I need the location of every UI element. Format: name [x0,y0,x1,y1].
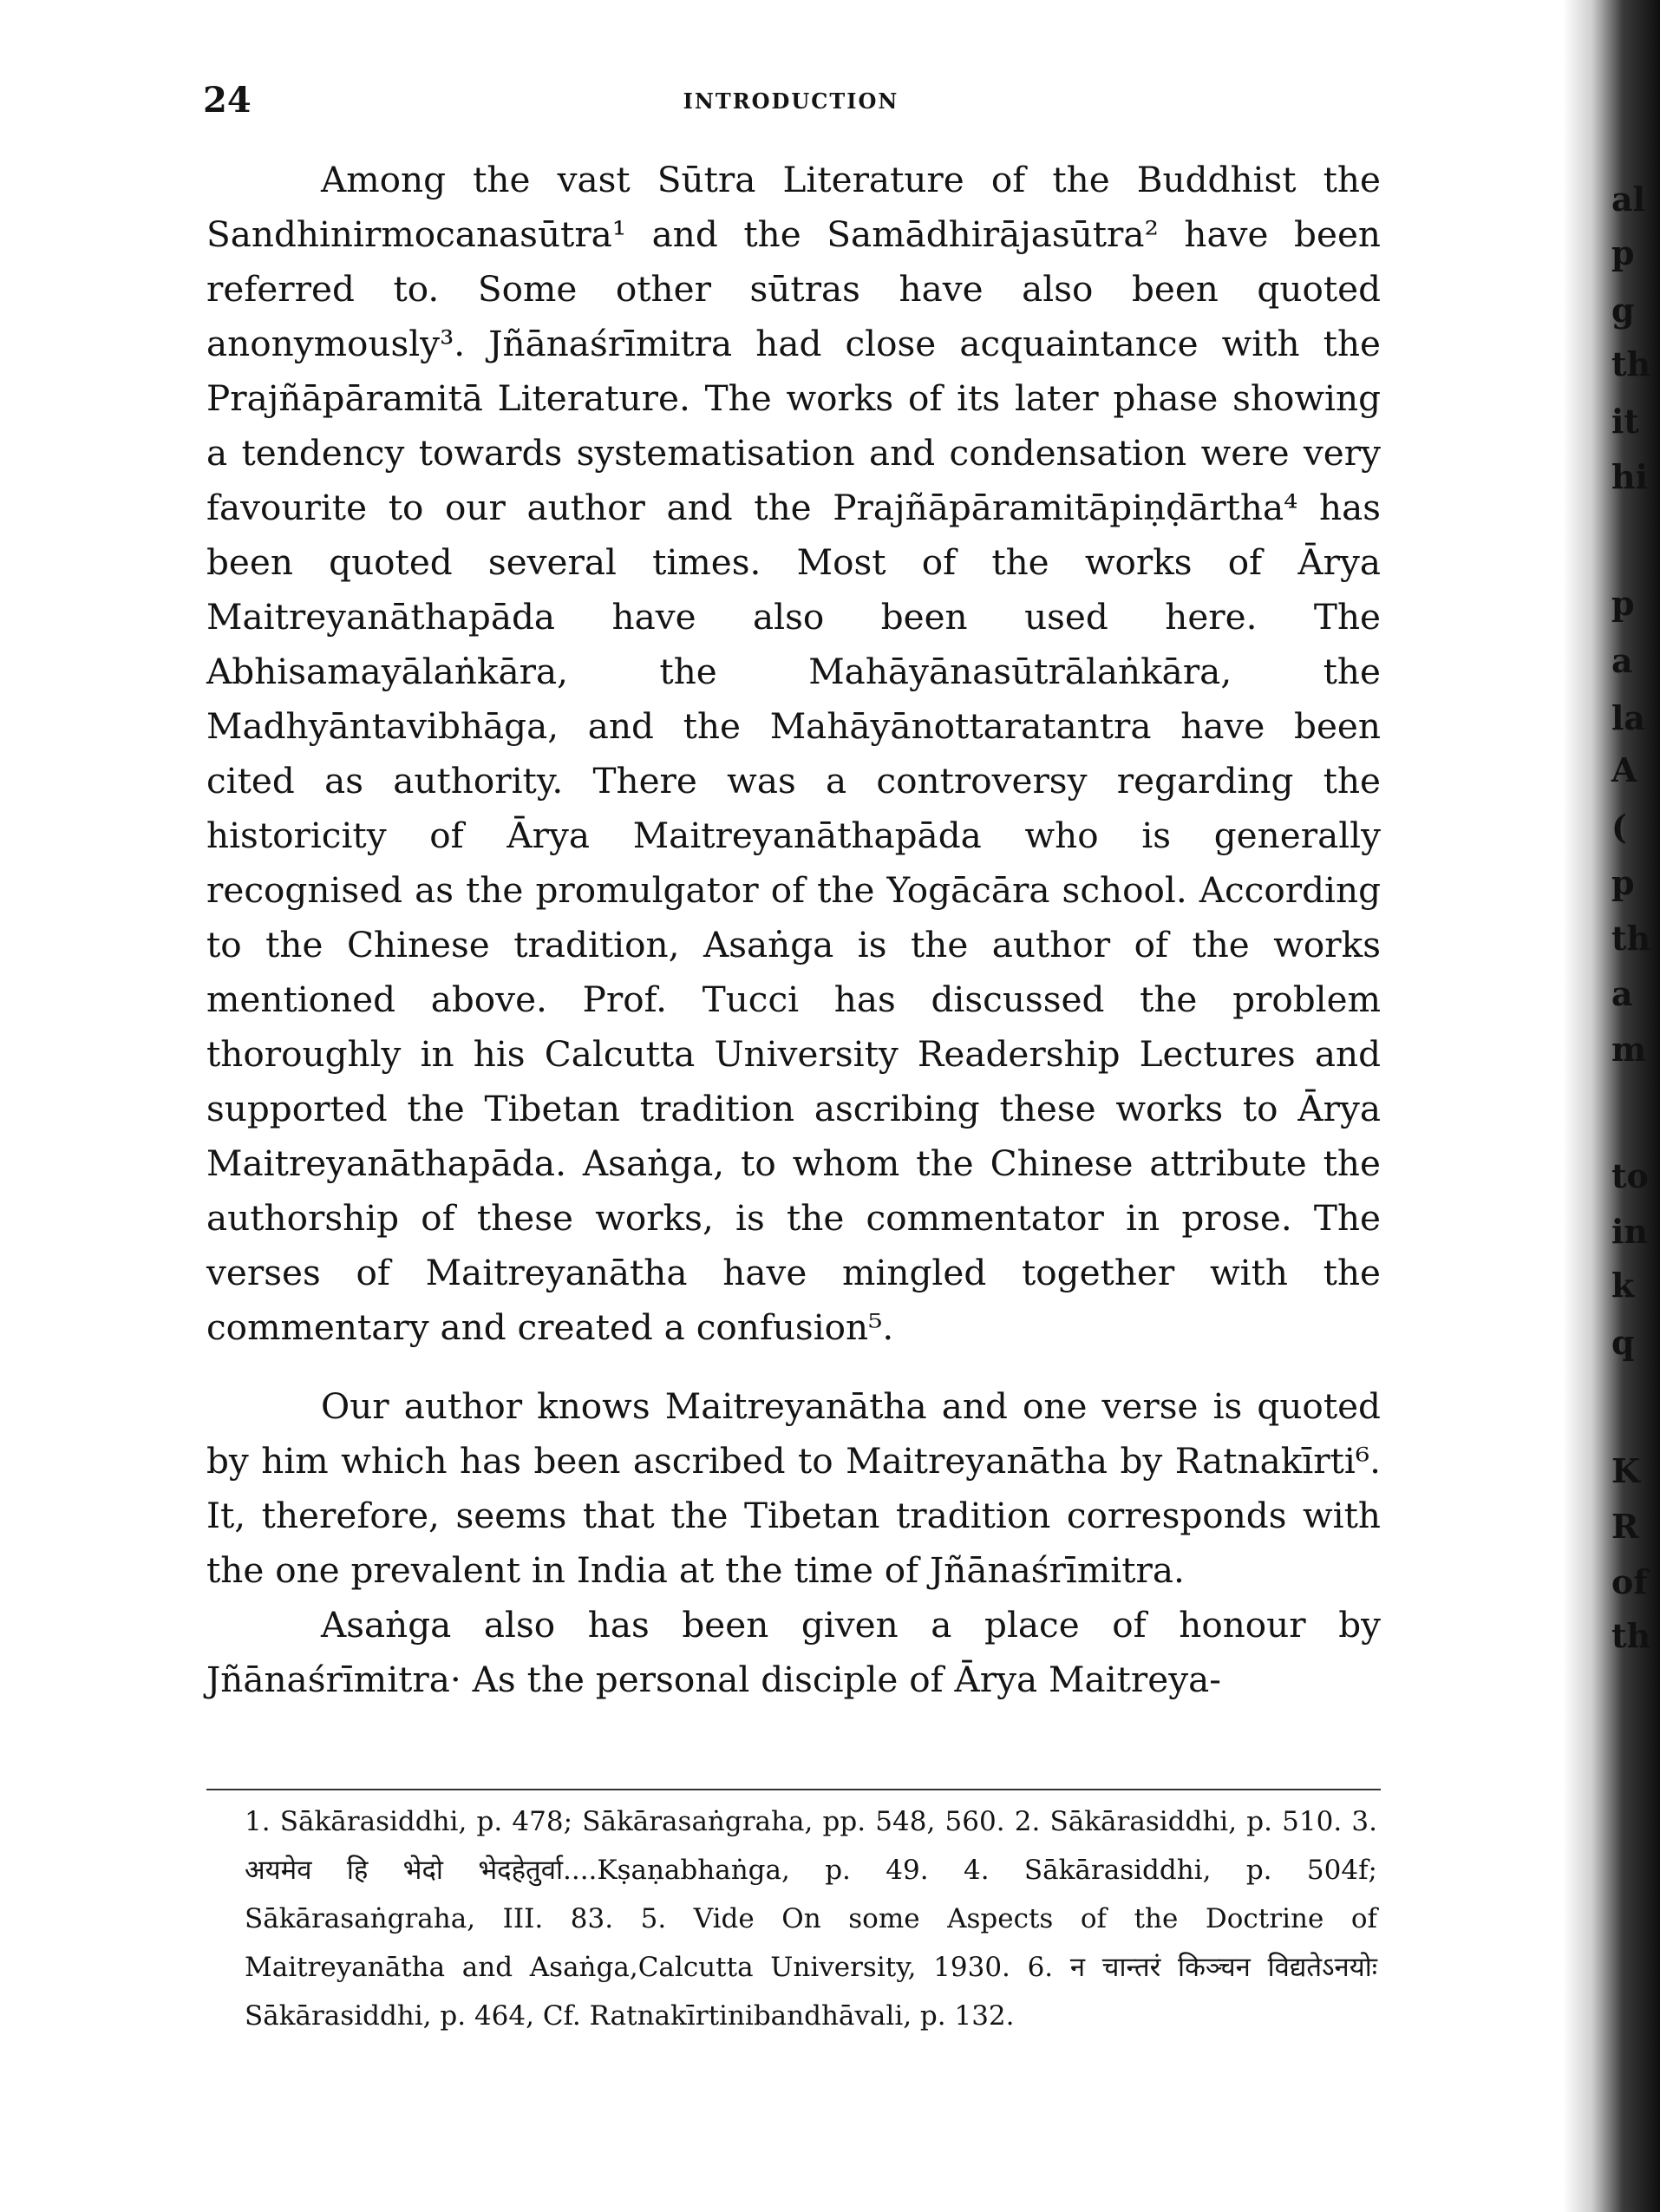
running-title: INTRODUCTION [683,88,899,114]
bleed-word: to [1611,1156,1649,1195]
paragraph-1: Among the vast Sūtra Literature of the Buddhist the Sandhinirmocanasūtra¹ and the Samādhirājasūtra² have been referred to. Some other sūtras have also been quoted anonymously³. Jñānaśrīmitra had close acquaintance with the Prajñāpāramitā Literature. The works of its later phase showing a tendency towards systematisation and condensation were very favourite to our author and the Prajñāpāramitāpiṇḍārtha⁴ has been quoted several times. Most of the works of Ārya Maitreyanāthapāda have also been used here. The Abhisamayālaṅkāra, the Mahāyānasūtrālaṅkāra, the Madhyāntavibhāga, and the Mahāyānottaratantra have been cited as authority. There was a controversy regarding the historicity of Ārya Maitreyanāthapāda who is generally recognised as the promulgator of the Yogācāra school. According to the Chinese tradition, Asaṅga is the author of the works mentioned above. Prof. Tucci has discussed the problem thoroughly in his Calcutta University Readership Lectures and supported the Tibetan tradition ascribing these works to Ārya Maitreyanāthapāda. Asaṅga, to whom the Chinese attribute the authorship of these works, is the commentator in prose. The verses of Maitreyanātha have mingled together with the commentary and created a confusion⁵. [206,159,1381,1348]
bleed-word: A [1611,750,1637,789]
page-number: 24 [203,80,252,121]
body-text [206,153,1381,1707]
bleed-word: la [1611,698,1646,737]
bleed-word: in [1611,1212,1649,1251]
bleed-word: th [1611,344,1651,383]
bleed-word: q [1611,1323,1635,1362]
bleed-word: p [1611,584,1635,623]
bleed-word: th [1611,919,1651,958]
bleed-word: th [1611,1616,1651,1655]
paragraph-2: Our author knows Maitreyanātha and one verse is quoted by him which has been ascribed to Maitreyanātha by Ratnakīrti⁶. It, therefore, seems that the Tibetan tradition corresponds with the one prevalent in India at the time of Jñānaśrīmitra. [206,1385,1381,1591]
bleed-word: R [1611,1507,1639,1546]
bleed-word: m [1611,1030,1647,1069]
bleed-word: a [1611,974,1633,1013]
bleed-word: g [1611,291,1635,330]
bleed-word: k [1611,1266,1635,1305]
page-header [203,80,1379,132]
bleed-word: it [1611,402,1639,441]
bleed-word: p [1611,233,1635,272]
paragraph-3: Asaṅga also has been given a place of honour by Jñānaśrīmitra· As the personal disciple of Ārya Maitreya- [206,1604,1381,1700]
bleed-word: p [1611,863,1635,902]
bleed-word: of [1611,1562,1648,1601]
facing-page-shadow [1563,0,1660,2212]
bleed-word: al [1611,180,1646,219]
bleed-word: ( [1611,808,1627,847]
bleed-word: a [1611,641,1633,680]
bleed-word: K [1611,1451,1641,1490]
footnote-divider [206,1789,1381,1790]
footnotes: 1. Sākārasiddhi, p. 478; Sākārasaṅgraha, pp. 548, 560. 2. Sākārasiddhi, p. 510. 3. अयमेव हि भेदो भेदहेतुर्वा....Kṣaṇabhaṅga, p. 49. 4. Sākārasiddhi, p. 504f; Sākārasaṅgraha, III. 83. 5. Vide On some Aspects of the Doctrine of Maitreyanātha and Asaṅga,Calcutta University, 1930. 6. न चान्तरं किञ्चन विद्यतेऽनयोः Sākārasiddhi, p. 464, Cf. Ratnakīrtinibandhāvali, p. 132. [245,1806,1377,2032]
bleed-word: hi [1611,457,1649,496]
